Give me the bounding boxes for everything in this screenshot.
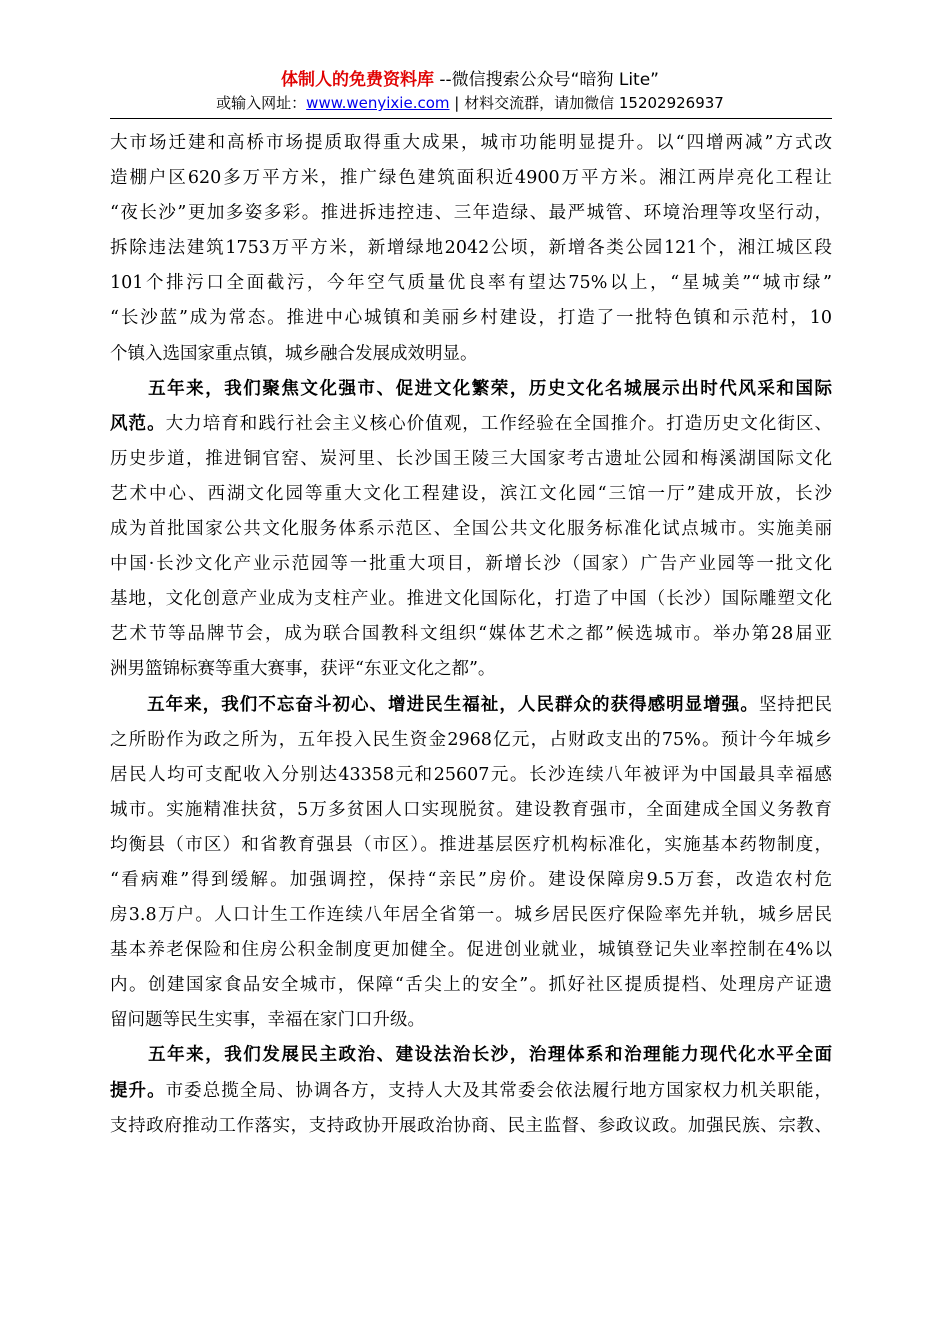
line-text: 房3.8万户。人口计生工作连续八年居全省第一。城乡居民医疗保险率先并轨，城乡居民 xyxy=(110,905,832,926)
body-line xyxy=(110,161,832,196)
header-contact-line xyxy=(110,92,830,114)
paragraph-lead: 提升。 xyxy=(110,1080,166,1101)
body-line xyxy=(110,652,832,687)
line-text: 艺术中心、西湖文化园等重大文化工程建设，滨江文化园“三馆一厅”建成开放，长沙 xyxy=(110,483,832,504)
line-text: 支持政府推动工作落实，支持政协开展政治协商、民主监督、参政议政。加强民族、宗教、 xyxy=(110,1115,832,1136)
line-text: “看病难”得到缓解。加强调控，保持“亲民”房价。建设保障房9.5万套，改造农村危 xyxy=(110,869,832,890)
line-text: 基地，文化创意产业成为支柱产业。推进文化国际化，打造了中国（长沙）国际雕塑文化 xyxy=(110,589,832,610)
body-line xyxy=(110,582,832,617)
paragraph-lead: 风范。 xyxy=(110,413,166,434)
website-link[interactable]: www.wenyixie.com xyxy=(306,94,450,112)
line-text: 内。创建国家食品安全城市，保障“舌尖上的安全”。抓好社区提质提档、处理房产证遗 xyxy=(110,975,832,996)
paragraph-lead: 五年来，我们聚焦文化强市、促进文化繁荣，历史文化名城展示出时代风采和国际 xyxy=(110,378,832,399)
line-text: 成为首批国家公共文化服务体系示范区、全国公共文化服务标准化试点城市。实施美丽 xyxy=(110,519,832,540)
body-line xyxy=(110,196,832,231)
body-line xyxy=(110,723,832,758)
line-text: 均衡县（市区）和省教育强县（市区）。推进基层医疗机构标准化，实施基本药物制度， xyxy=(110,834,832,855)
body-line xyxy=(110,477,832,512)
body-line xyxy=(110,863,832,898)
header-divider xyxy=(110,118,832,119)
body-line xyxy=(110,301,832,336)
body-line xyxy=(110,1074,832,1109)
line-text: 坚持把民 xyxy=(758,694,832,715)
paragraph-lead: 五年来，我们不忘奋斗初心、增进民生福祉，人民群众的获得感明显增强。 xyxy=(110,694,759,715)
line-text: 艺术节等品牌节会，成为联合国教科文组织“媒体艺术之都”候选城市。举办第28届亚 xyxy=(110,624,832,645)
line-text: 基本养老保险和住房公积金制度更加健全。促进创业就业，城镇登记失业率控制在4%以 xyxy=(110,940,832,961)
line-text: 造棚户区620多万平方米，推广绿色建筑面积近4900万平方米。湘江两岸亮化工程让 xyxy=(110,168,832,189)
body-line xyxy=(110,617,832,652)
paragraph-lead: 五年来，我们发展民主政治、建设法治长沙，治理体系和治理能力现代化水平全面 xyxy=(110,1045,832,1066)
body-line xyxy=(110,1003,832,1038)
body-line xyxy=(110,933,832,968)
line-text: 市委总揽全局、协调各方，支持人大及其常委会依法履行地方国家权力机关职能， xyxy=(165,1080,832,1101)
body-line xyxy=(110,547,832,582)
line-text: 之所盼作为政之所为，五年投入民生资金2968亿元，占财政支出的75%。预计今年城乡 xyxy=(110,729,832,750)
line-text: 历史步道，推进铜官窑、炭河里、长沙国王陵三大国家考古遗址公园和梅溪湖国际文化 xyxy=(110,448,832,469)
line-text: 居民人均可支配收入分别达43358元和25607元。长沙连续八年被评为中国最具幸福感 xyxy=(110,764,832,785)
line-text: 中国·长沙文化产业示范园等一批重大项目，新增长沙（国家）广告产业园等一批文化 xyxy=(110,554,832,575)
body-line xyxy=(110,337,832,372)
line-text: 城市。实施精准扶贫，5万多贫困人口实现脱贫。建设教育强市，全面建成全国义务教育 xyxy=(110,799,832,820)
body-line xyxy=(110,512,832,547)
line-text: “长沙蓝”成为常态。推进中心城镇和美丽乡村建设，打造了一批特色镇和示范村，10 xyxy=(110,308,832,329)
body-line xyxy=(110,442,832,477)
body-line xyxy=(110,126,832,161)
line-text: 大市场迁建和高桥市场提质取得重大成果，城市功能明显提升。以“四增两减”方式改 xyxy=(110,133,832,153)
line-text: 拆除违法建筑1753万平方米，新增绿地2042公顷，新增各类公园121个，湘江城区段 xyxy=(110,238,832,259)
line-text: “夜长沙”更加多姿多彩。推进拆违控违、三年造绿、最严城管、环境治理等攻坚行动， xyxy=(110,203,832,224)
line-text: 大力培育和践行社会主义核心价值观，工作经验在全国推介。打造历史文化街区、 xyxy=(165,413,832,434)
header-contact: 材料交流群，请加微信 15202926937 xyxy=(464,94,724,112)
body-line xyxy=(110,1109,832,1144)
brand-title: 体制人的免费资料库 xyxy=(280,70,434,90)
body-line xyxy=(110,793,832,828)
body-line xyxy=(110,758,832,793)
header-title-line xyxy=(110,68,830,92)
body-line xyxy=(110,968,832,1003)
body-text xyxy=(110,126,832,1144)
line-text: 个镇入选国家重点镇，城乡融合发展成效明显。 xyxy=(110,343,478,364)
header-tagline: --微信搜索公众号“暗狗 Lite” xyxy=(433,70,659,90)
body-line xyxy=(110,372,832,407)
body-line xyxy=(110,231,832,266)
body-line xyxy=(110,688,832,723)
body-line xyxy=(110,1038,832,1073)
line-text: 101个排污口全面截污，今年空气质量优良率有望达75%以上，“星城美”“城市绿” xyxy=(110,273,832,294)
body-line xyxy=(110,828,832,863)
page-header xyxy=(110,68,830,114)
header-separator: | xyxy=(449,94,465,112)
line-text: 洲男篮锦标赛等重大赛事，获评“东亚文化之都”。 xyxy=(110,659,496,680)
body-line xyxy=(110,407,832,442)
body-line xyxy=(110,898,832,933)
url-prefix: 或输入网址： xyxy=(216,94,307,112)
line-text: 留问题等民生实事，幸福在家门口升级。 xyxy=(110,1010,425,1031)
body-line xyxy=(110,266,832,301)
